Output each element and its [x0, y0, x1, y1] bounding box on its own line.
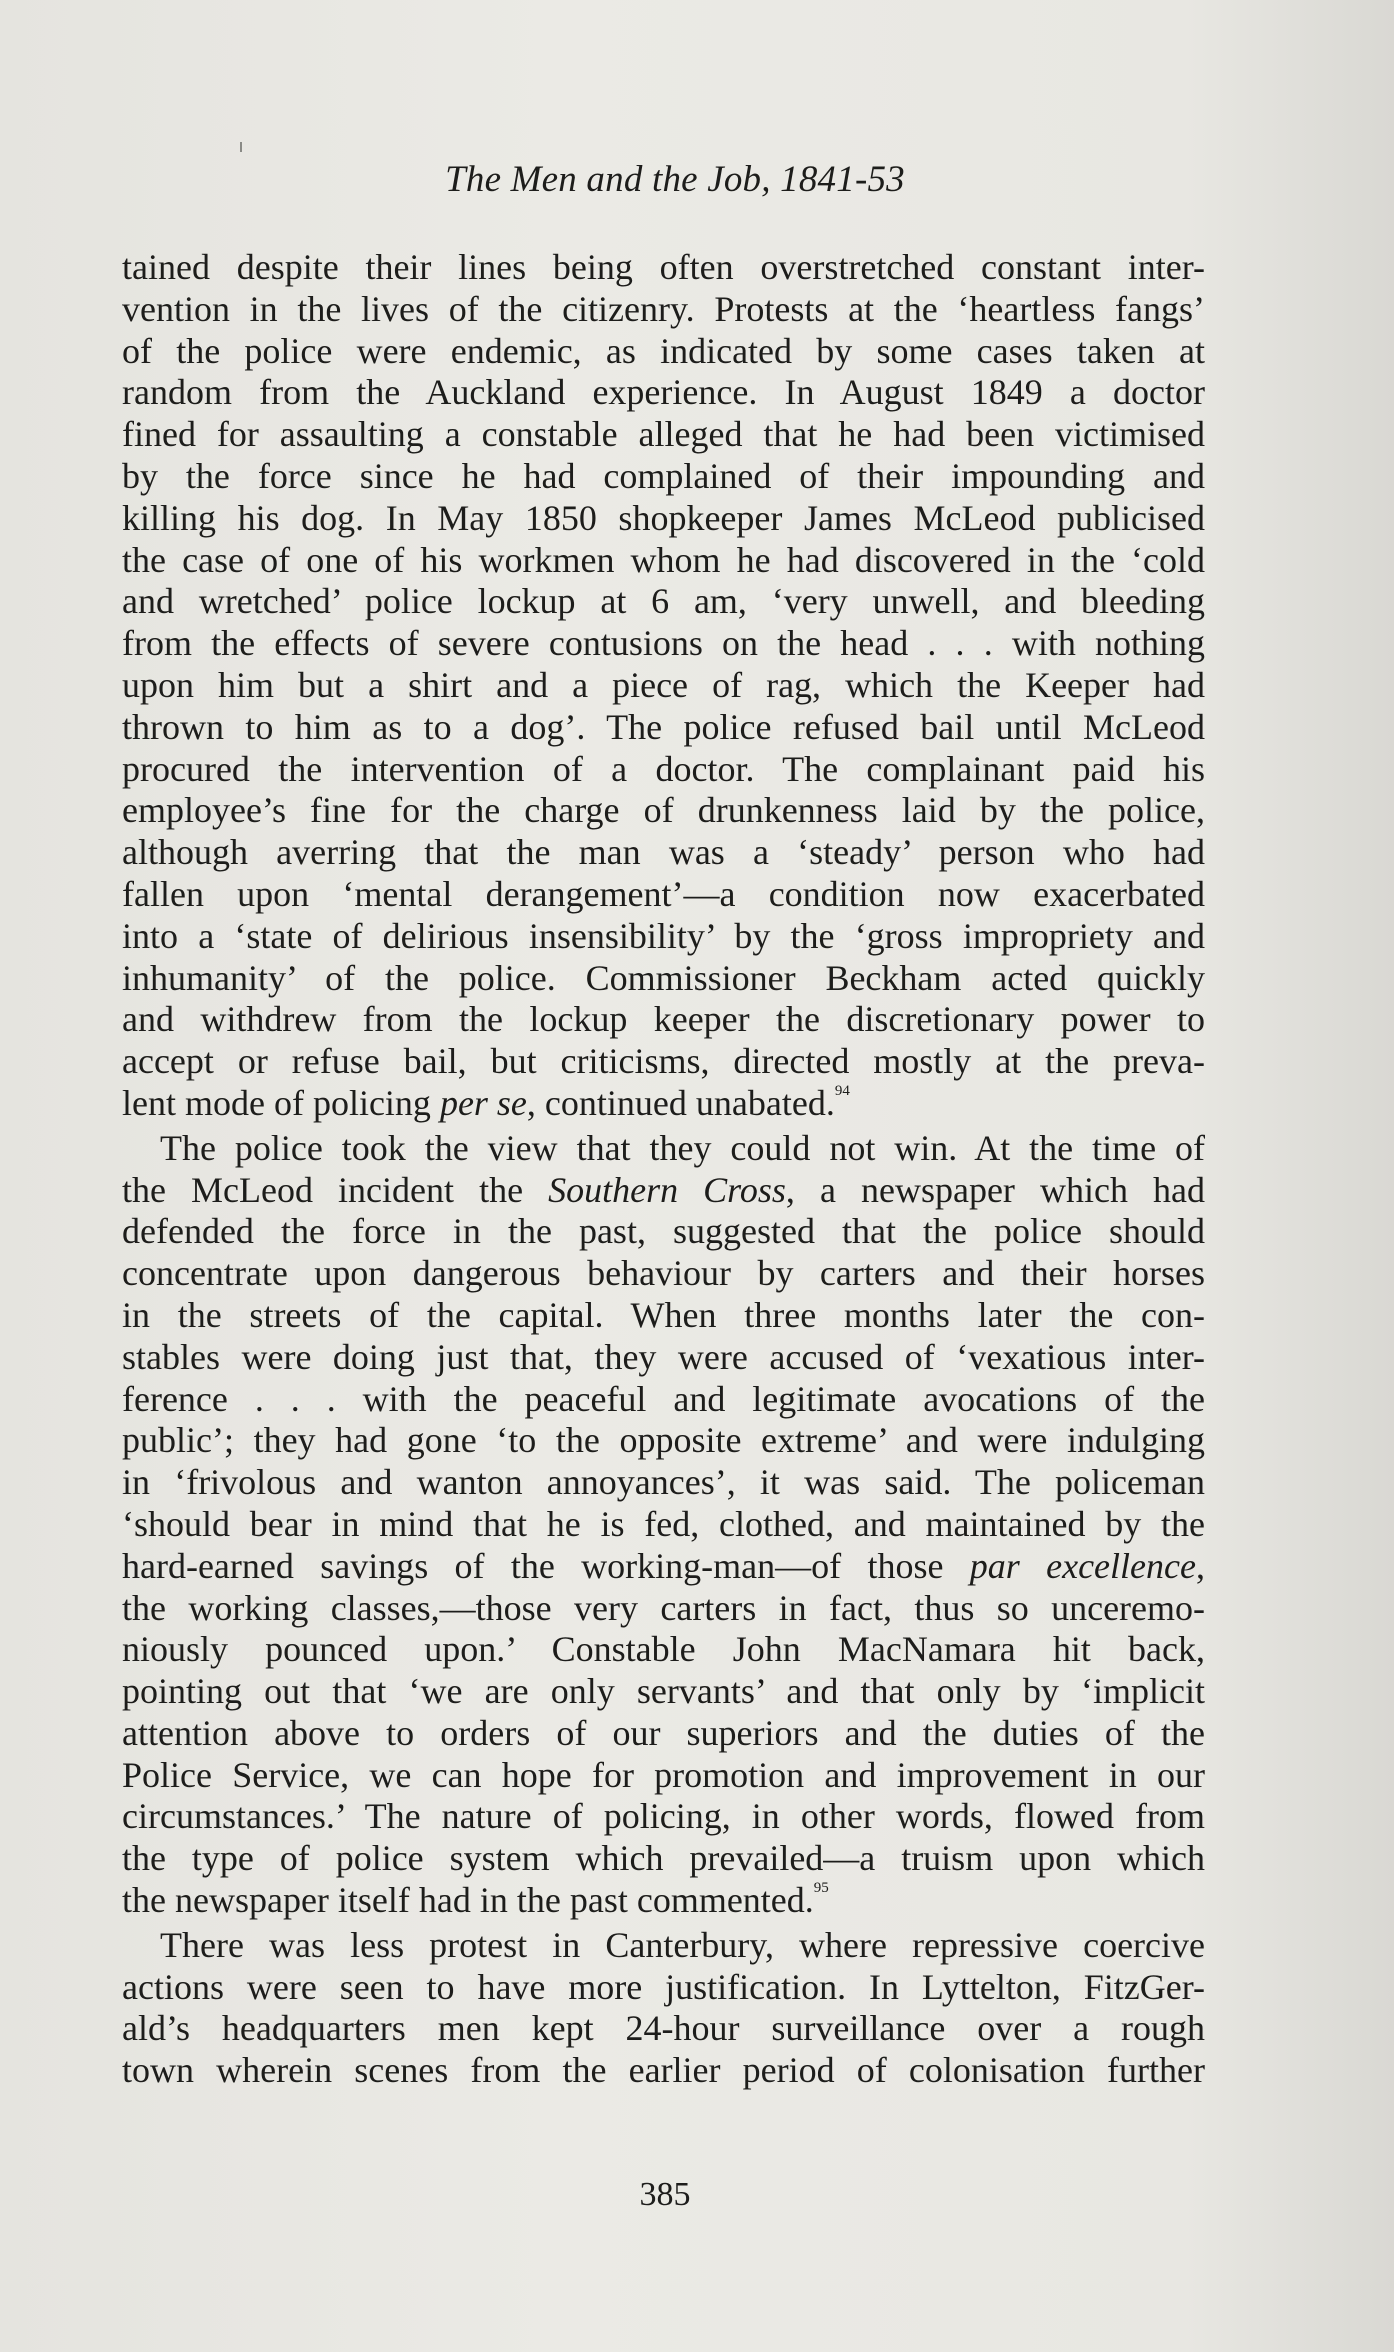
text-line: fallen upon ‘mental derangement’—a condition now exacerbated: [122, 873, 1205, 914]
text-line: in ‘frivolous and wanton annoyances’, it was said. The policeman: [122, 1462, 1205, 1503]
paragraph-3: [122, 1925, 1205, 2092]
text-line: Police Service, we can hope for promotion and improvement in our: [122, 1754, 1205, 1795]
text-line: attention above to orders of our superiors and the duties of the: [122, 1712, 1205, 1753]
text-line: although averring that the man was a ‘steady’ person who had: [122, 832, 1205, 873]
text-line: lent mode of policing per se, continued unabated.$^{94}$: [122, 1082, 850, 1123]
text-line: vention in the lives of the citizenry. Protests at the ‘heartless fangs’: [122, 288, 1205, 329]
text-line: pointing out that ‘we are only servants’ and that only by ‘implicit: [122, 1671, 1205, 1712]
text-line: niously pounced upon.’ Constable John MacNamara hit back,: [122, 1629, 1205, 1670]
text-line: from the effects of severe contusions on the head . . . with nothing: [122, 623, 1205, 664]
text-line: the type of police system which prevailed—a truism upon which: [122, 1838, 1205, 1879]
body-text: [122, 247, 1205, 2092]
text-line: killing his dog. In May 1850 shopkeeper James McLeod publicised: [122, 497, 1205, 538]
italic-phrase: per se: [439, 1082, 527, 1123]
text-line: upon him but a shirt and a piece of rag, which the Keeper had: [122, 664, 1205, 705]
text-line: ald’s headquarters men kept 24-hour surveillance over a rough: [122, 2008, 1205, 2049]
text-line: the McLeod incident the Southern Cross, a newspaper which had: [122, 1169, 1205, 1210]
page-mark: [240, 142, 242, 152]
text-line: the case of one of his workmen whom he had discovered in the ‘cold: [122, 539, 1205, 580]
page-number: 385: [639, 2176, 691, 2213]
text-line: actions were seen to have more justification. In Lyttelton, FitzGer-: [122, 1966, 1205, 2007]
text-line: and withdrew from the lockup keeper the discretionary power to: [122, 999, 1205, 1040]
newspaper-title: Southern Cross: [548, 1169, 786, 1210]
text-line: concentrate upon dangerous behaviour by carters and their horses: [122, 1253, 1205, 1294]
text-line: The police took the view that they could not win. At the time of: [160, 1127, 1205, 1168]
text-line: thrown to him as to a dog’. The police refused bail until McLeod: [122, 706, 1205, 747]
text-line: procured the intervention of a doctor. The complainant paid his: [122, 748, 1205, 789]
text-line: and wretched’ police lockup at 6 am, ‘very unwell, and bleeding: [122, 581, 1205, 622]
text-line: by the force since he had complained of their impounding and: [122, 455, 1205, 496]
text-line: defended the force in the past, suggested that the police should: [122, 1211, 1205, 1252]
text-line: There was less protest in Canterbury, where repressive coercive: [160, 1924, 1205, 1965]
text-line: random from the Auckland experience. In August 1849 a doctor: [122, 372, 1205, 413]
text-line: inhumanity’ of the police. Commissioner Beckham acted quickly: [122, 957, 1205, 998]
text-line: the working classes,—those very carters in fact, thus so unceremo-: [122, 1587, 1205, 1628]
text-line: employee’s fine for the charge of drunkenness laid by the police,: [122, 790, 1205, 831]
text-line: public’; they had gone ‘to the opposite extreme’ and were indulging: [122, 1420, 1205, 1461]
text-line: hard-earned savings of the working-man—of those par excellence,: [122, 1545, 1205, 1586]
footnote-marker: 94: [834, 1082, 850, 1099]
paragraph-1: [122, 247, 1205, 1125]
text-line: stables were doing just that, they were accused of ‘vexatious inter-: [122, 1336, 1205, 1377]
text-line: fined for assaulting a constable alleged that he had been victimised: [122, 414, 1205, 455]
text-line: tained despite their lines being often overstretched constant inter-: [122, 247, 1205, 287]
text-line: circumstances.’ The nature of policing, in other words, flowed from: [122, 1796, 1205, 1837]
footnote-marker: 95: [813, 1880, 829, 1897]
text-line: town wherein scenes from the earlier period of colonisation further: [122, 2050, 1205, 2091]
text-line: ‘should bear in mind that he is fed, clothed, and maintained by the: [122, 1503, 1205, 1544]
text-line: in the streets of the capital. When three months later the con-: [122, 1294, 1205, 1335]
text-line: of the police were endemic, as indicated by some cases taken at: [122, 330, 1205, 371]
text-line: accept or refuse bail, but criticisms, directed mostly at the preva-: [122, 1041, 1205, 1082]
italic-phrase: par excellence: [969, 1545, 1196, 1586]
text-line: ference . . . with the peaceful and legitimate avocations of the: [122, 1378, 1205, 1419]
running-head: The Men and the Job, 1841-53: [445, 159, 905, 200]
paragraph-2: [122, 1128, 1205, 1922]
text-line: the newspaper itself had in the past commented.$^{95}$: [122, 1880, 829, 1921]
text-line: into a ‘state of delirious insensibility’ by the ‘gross impropriety and: [122, 915, 1205, 956]
